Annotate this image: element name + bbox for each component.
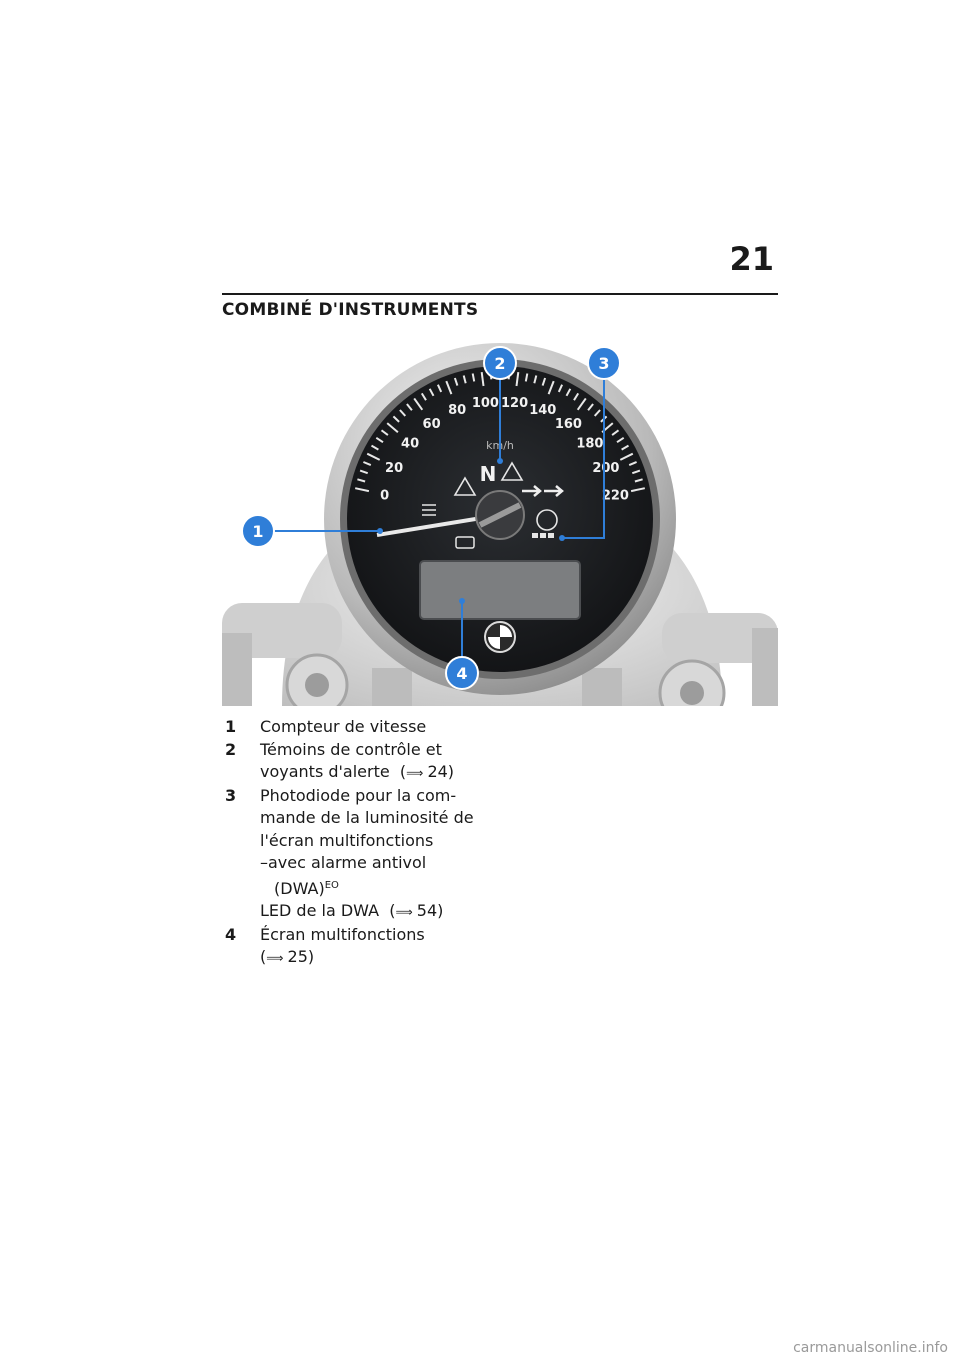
legend-number: 4 bbox=[225, 924, 237, 944]
scale-label: 220 bbox=[601, 488, 629, 504]
header-rule bbox=[222, 293, 778, 295]
scale-label: 100 bbox=[471, 395, 499, 411]
legend-text: –avec alarme antivol bbox=[260, 853, 427, 872]
instrument-cluster-figure bbox=[222, 333, 778, 706]
scale-label: 120 bbox=[501, 395, 529, 411]
page-reference: 54) bbox=[416, 901, 444, 920]
option-superscript: EO bbox=[324, 879, 339, 891]
page-reference: 24) bbox=[427, 762, 455, 781]
reference-arrow-icon: ⟹ bbox=[266, 951, 283, 965]
page-number: 21 bbox=[729, 240, 774, 278]
legend-text: mande de la luminosité de bbox=[260, 808, 474, 827]
speed-unit: km/h bbox=[486, 439, 514, 452]
legend-text: l'écran multifonctions bbox=[260, 830, 434, 850]
svg-text:4: 4 bbox=[456, 664, 468, 683]
legend-number: 2 bbox=[225, 739, 237, 759]
instrument-cluster-illustration bbox=[222, 333, 778, 706]
scale-label: 180 bbox=[576, 436, 604, 452]
callout-2 bbox=[484, 347, 516, 379]
scale-label: 160 bbox=[554, 416, 582, 432]
legend-item-3 bbox=[222, 785, 522, 924]
callout-3 bbox=[588, 347, 620, 379]
callout-1 bbox=[242, 515, 274, 547]
legend-item-1 bbox=[222, 716, 522, 739]
legend-text: voyants d'alerte (⟹ 24) bbox=[260, 762, 455, 781]
legend-text: (DWA)$^{EO}$ bbox=[274, 878, 339, 898]
watermark: carmanualsonline.info bbox=[793, 1340, 948, 1356]
scale-label: 40 bbox=[401, 436, 420, 452]
legend-number: 3 bbox=[225, 785, 237, 805]
scale-label: 200 bbox=[592, 460, 620, 476]
legend-number: 1 bbox=[225, 717, 237, 736]
legend-item-2 bbox=[222, 739, 522, 785]
svg-text:2: 2 bbox=[494, 354, 506, 373]
svg-text:3: 3 bbox=[598, 354, 610, 373]
section-title: COMBINÉ D'INSTRUMENTS bbox=[222, 300, 479, 320]
legend-text: LED de la DWA (⟹ 54) bbox=[260, 901, 444, 920]
reference-arrow-icon: ⟹ bbox=[395, 905, 412, 919]
legend-text: Écran multifonctions bbox=[260, 924, 425, 944]
scale-label: 20 bbox=[385, 460, 404, 476]
dwa-led bbox=[532, 533, 554, 538]
callout-4 bbox=[446, 657, 478, 689]
scale-label: 60 bbox=[422, 416, 441, 432]
scale-label: 140 bbox=[529, 403, 557, 418]
legend-text: Témoins de contrôle et bbox=[260, 739, 442, 759]
multifunction-display bbox=[420, 561, 580, 619]
legend-text: (⟹ 25) bbox=[260, 947, 315, 966]
scale-label: 80 bbox=[448, 403, 467, 418]
legend-item-4 bbox=[222, 924, 522, 970]
legend-text: Photodiode pour la com- bbox=[260, 785, 457, 805]
gear-indicator: N bbox=[479, 462, 497, 486]
legend-text: Compteur de vitesse bbox=[260, 717, 427, 736]
page-reference: 25) bbox=[287, 947, 315, 966]
reference-arrow-icon: ⟹ bbox=[406, 766, 423, 780]
legend bbox=[222, 716, 522, 970]
svg-text:1: 1 bbox=[252, 522, 264, 541]
scale-label: 0 bbox=[380, 488, 390, 504]
